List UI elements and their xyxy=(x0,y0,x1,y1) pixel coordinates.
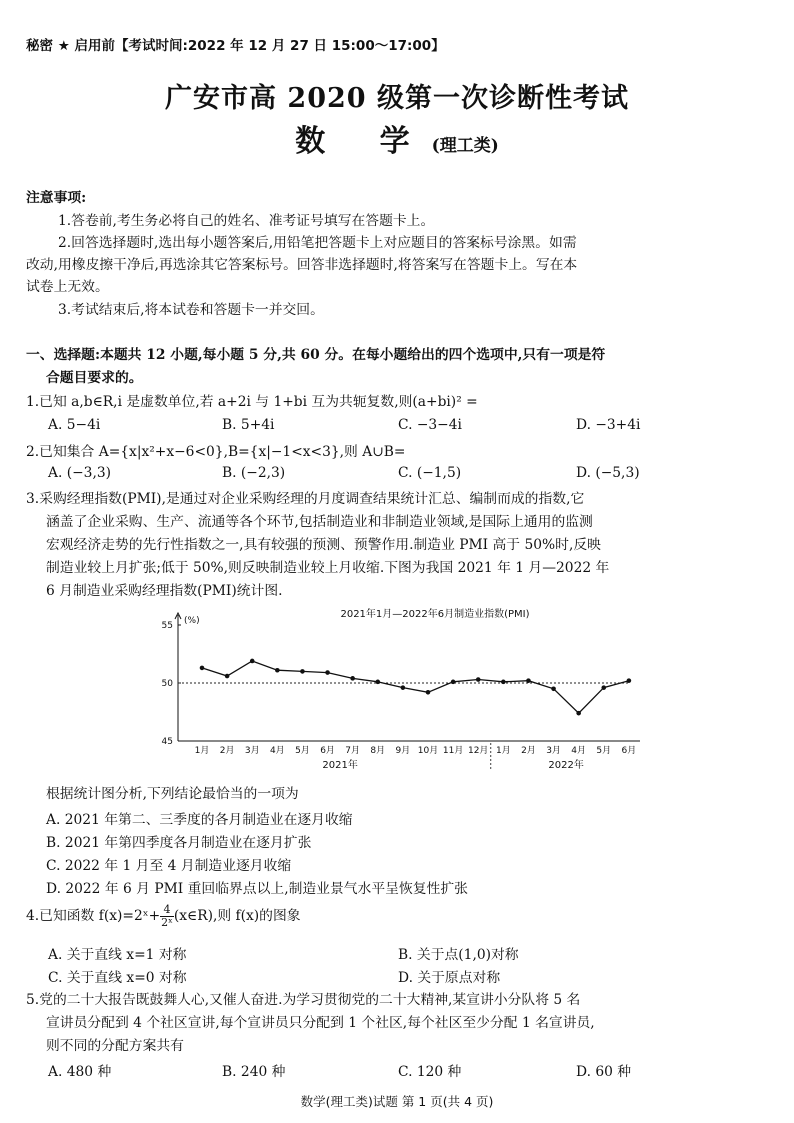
q4-stem-suffix: (x∈R),则 f(x)的图象 xyxy=(173,908,301,924)
y-axis-label: (%) xyxy=(184,616,200,626)
x-tick-label: 8月 xyxy=(370,746,386,756)
pmi-series-line xyxy=(202,661,629,713)
chart-title: 2021年1月—2022年6月制造业指数(PMI) xyxy=(340,609,530,620)
pmi-data-point xyxy=(501,680,506,685)
exam-title: 广安市高 2020 级第一次诊断性考试 xyxy=(165,83,629,114)
pmi-data-point xyxy=(551,687,556,692)
pmi-data-point xyxy=(225,674,230,679)
subject-sub: (理工类) xyxy=(431,136,499,156)
x-tick-label: 3月 xyxy=(244,746,260,756)
pmi-data-point xyxy=(576,711,581,716)
pmi-data-point xyxy=(476,677,481,682)
pmi-chart xyxy=(140,603,660,783)
q5-option-a: A. 480 种 xyxy=(48,1064,112,1080)
q3-option-a: A. 2021 年第二、三季度的各月制造业在逐月收缩 xyxy=(46,812,353,828)
section-heading: 一、选择题:本题共 12 小题,每小题 5 分,共 60 分。在每小题给出的四个选项中,只有一项是符 xyxy=(26,347,606,363)
q2-stem: 2.已知集合 A={x|x²+x−6<0},B={x|−1<x<3},则 A∪B= xyxy=(26,444,406,460)
q3-text: 6 月制造业采购经理指数(PMI)统计图. xyxy=(46,583,283,599)
q4-frac-denominator: 2ˣ xyxy=(161,916,173,929)
exam-confidential-line: 秘密 ★ 启用前【考试时间:2022 年 12 月 27 日 15:00～17:00】 xyxy=(26,38,445,54)
q4-option-a: A. 关于直线 x=1 对称 xyxy=(48,947,187,963)
q1-option-b: B. 5+4i xyxy=(222,417,275,433)
subject-main: 数 学 xyxy=(295,124,432,159)
x-tick-label: 12月 xyxy=(467,746,489,756)
q5-text: 宣讲员分配到 4 个社区宣讲,每个宣讲员只分配到 1 个社区,每个社区至少分配 1 名宣讲员, xyxy=(46,1015,595,1031)
q3-text: 涵盖了企业采购、生产、流通等各个环节,包括制造业和非制造业领域,是国际上通用的监测 xyxy=(46,514,593,530)
x-tick-label: 1月 xyxy=(495,746,511,756)
x-tick-label: 2月 xyxy=(521,746,536,756)
note-item: 改动,用橡皮擦干净后,再选涂其它答案标号。回答非选择题时,将答案写在答题卡上。写在本 xyxy=(26,257,578,273)
q4-stem-prefix: 4.已知函数 f(x)=2ˣ+ xyxy=(26,908,161,924)
pmi-data-point xyxy=(200,666,205,671)
q3-option-d: D. 2022 年 6 月 PMI 重回临界点以上,制造业景气水平呈恢复性扩张 xyxy=(46,881,468,897)
notes-heading: 注意事项: xyxy=(26,190,87,206)
q3-option-b: B. 2021 年第四季度各月制造业在逐月扩张 xyxy=(46,835,312,851)
q5-option-b: B. 240 种 xyxy=(222,1064,286,1080)
q4-option-c: C. 关于直线 x=0 对称 xyxy=(48,970,187,986)
x-tick-label: 3月 xyxy=(546,746,561,756)
q2-option-c: C. (−1,5) xyxy=(398,465,462,481)
x-tick-label: 1月 xyxy=(194,746,210,756)
section-heading-cont: 合题目要求的。 xyxy=(46,370,143,386)
y-tick-label: 55 xyxy=(161,621,173,631)
x-tick-label: 4月 xyxy=(269,746,285,756)
note-item: 3.考试结束后,将本试卷和答题卡一并交回。 xyxy=(58,302,324,318)
q4-stem xyxy=(26,903,301,929)
pmi-data-point xyxy=(426,690,431,695)
q1-stem: 1.已知 a,b∈R,i 是虚数单位,若 a+2i 与 1+bi 互为共轭复数,则(a+bi)² = xyxy=(26,394,478,410)
y-tick-label: 45 xyxy=(161,737,173,747)
pmi-data-point xyxy=(601,685,606,690)
q3-option-c: C. 2022 年 1 月至 4 月制造业逐月收缩 xyxy=(46,858,292,874)
q5-option-d: D. 60 种 xyxy=(576,1064,632,1080)
note-item: 1.答卷前,考生务必将自己的姓名、准考证号填写在答题卡上。 xyxy=(58,213,435,229)
q5-text: 5.党的二十大报告既鼓舞人心,又催人奋进.为学习贯彻党的二十大精神,某宣讲小分队将 5 名 xyxy=(26,992,581,1008)
q4-option-b: B. 关于点(1,0)对称 xyxy=(398,947,519,963)
q5-option-c: C. 120 种 xyxy=(398,1064,462,1080)
pmi-data-point xyxy=(401,685,406,690)
pmi-data-point xyxy=(375,680,380,685)
q4-fraction xyxy=(160,904,174,929)
year-label-2022: 2022年 xyxy=(548,760,584,771)
pmi-data-point xyxy=(325,670,330,675)
q5-text: 则不同的分配方案共有 xyxy=(46,1038,184,1054)
x-tick-label: 6月 xyxy=(621,746,637,756)
x-tick-label: 10月 xyxy=(417,746,439,756)
x-tick-label: 11月 xyxy=(442,746,464,756)
pmi-data-point xyxy=(275,668,280,673)
q2-option-b: B. (−2,3) xyxy=(222,465,286,481)
page-footer: 数学(理工类)试题 第 1 页(共 4 页) xyxy=(300,1094,494,1109)
q3-text: 3.采购经理指数(PMI),是通过对企业采购经理的月度调查结果统计汇总、编制而成的指数,它 xyxy=(26,491,585,507)
y-tick-label: 50 xyxy=(161,679,173,689)
pmi-data-point xyxy=(451,680,456,685)
x-tick-label: 7月 xyxy=(345,746,361,756)
x-tick-label: 6月 xyxy=(320,746,335,756)
q1-option-d: D. −3+4i xyxy=(576,417,641,433)
q3-text: 制造业较上月扩张;低于 50%,则反映制造业较上月收缩.下图为我国 2021 年 1 月—2022 年 xyxy=(46,560,610,576)
q2-option-a: A. (−3,3) xyxy=(48,465,112,481)
pmi-data-point xyxy=(526,678,531,683)
x-tick-label: 4月 xyxy=(571,746,587,756)
pmi-data-point xyxy=(350,676,355,681)
q2-option-d: D. (−5,3) xyxy=(576,465,640,481)
pmi-data-point xyxy=(300,669,305,674)
q4-option-d: D. 关于原点对称 xyxy=(398,970,501,986)
x-tick-label: 5月 xyxy=(596,746,612,756)
x-tick-label: 5月 xyxy=(295,746,310,756)
note-item: 试卷上无效。 xyxy=(26,279,109,295)
x-tick-label: 2月 xyxy=(219,746,235,756)
note-item: 2.回答选择题时,选出每小题答案后,用铅笔把答题卡上对应题目的答案标号涂黑。如需 xyxy=(58,235,577,251)
q1-option-c: C. −3−4i xyxy=(398,417,462,433)
q3-text: 宏观经济走势的先行性指数之一,具有较强的预测、预警作用.制造业 PMI 高于 50%时,反映 xyxy=(46,537,601,553)
exam-subject xyxy=(0,116,794,160)
year-label-2021: 2021年 xyxy=(322,760,358,771)
q4-frac-numerator: 4 xyxy=(160,904,174,917)
pmi-data-point xyxy=(250,659,255,664)
pmi-data-point xyxy=(627,678,632,683)
x-tick-label: 9月 xyxy=(395,746,411,756)
q3-question: 根据统计图分析,下列结论最恰当的一项为 xyxy=(46,786,299,802)
q1-option-a: A. 5−4i xyxy=(48,417,101,433)
